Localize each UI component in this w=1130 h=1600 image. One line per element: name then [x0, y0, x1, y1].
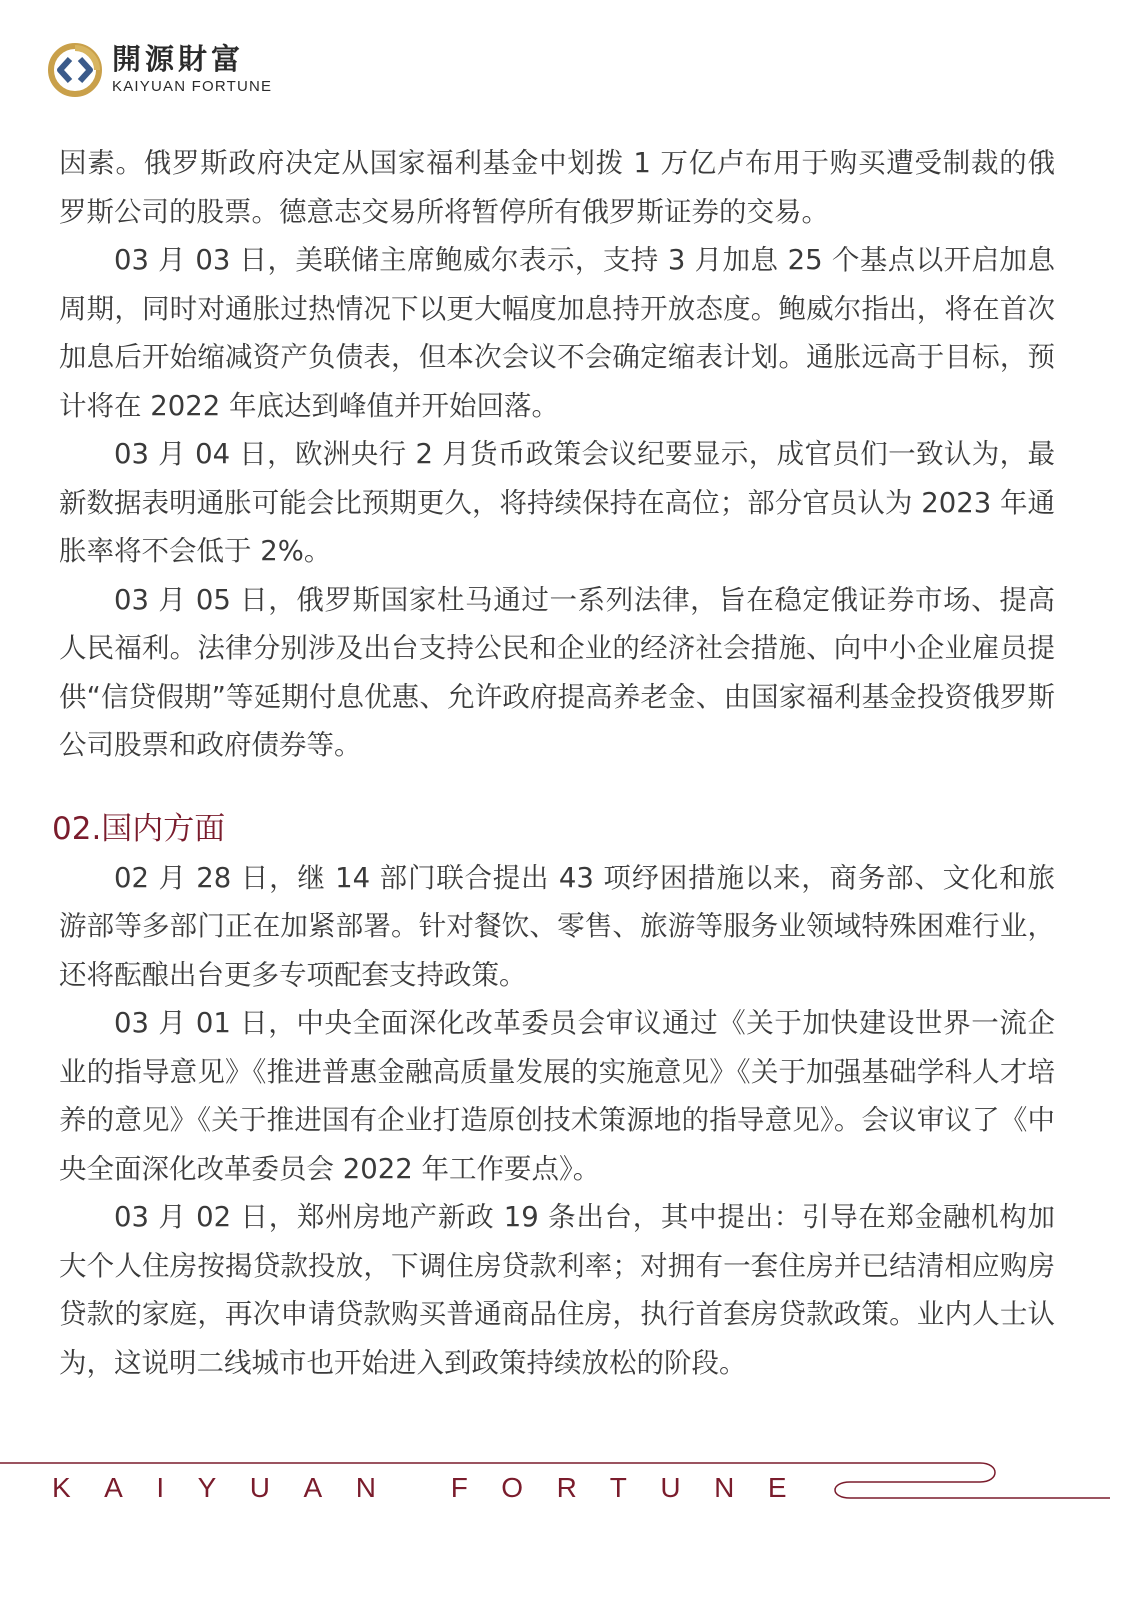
page-header	[48, 40, 272, 100]
footer-brand-text: KAIYUAN FORTUNE	[52, 1472, 821, 1503]
paragraph-continuation: 因素。俄罗斯政府决定从国家福利基金中划拨 1 万亿卢布用于购买遭受制裁的俄罗斯公司的股票。德意志交易所将暂停所有俄罗斯证券的交易。	[59, 147, 1055, 228]
section-title-domestic: 02.国内方面	[52, 810, 226, 847]
paragraph-reform-committee-news: 03 月 01 日，中央全面深化改革委员会审议通过《关于加快建设世界一流企业的指导意见》《推进普惠金融高质量发展的实施意见》《关于加强基础学科人才培养的意见》《关于推进国有企业打造原创技术策源地的指导意见》。会议审议了《中央全面深化改革委员会 2022 年工作要点》。	[59, 1007, 1055, 1185]
logo-text	[112, 43, 272, 97]
paragraph-fed-news: 03 月 03 日，美联储主席鲍威尔表示，支持 3 月加息 25 个基点以开启加息周期，同时对通胀过热情况下以更大幅度加息持开放态度。鲍威尔指出，将在首次加息后开始缩减资产负债表，但本次会议不会确定缩表计划。通胀远高于目标，预计将在 2022 年底达到峰值并开始回落。	[59, 244, 1055, 422]
logo-chinese-name: 開源財富	[112, 42, 245, 76]
article-body	[52, 139, 1055, 1387]
page-footer	[0, 1462, 1130, 1522]
kaiyuan-logo-icon	[48, 43, 102, 97]
paragraph-zhengzhou-property-news: 03 月 02 日，郑州房地产新政 19 条出台，其中提出：引导在郑金融机构加大个人住房按揭贷款投放，下调住房贷款利率；对拥有一套住房并已结清相应购房贷款的家庭，再次申请贷款购买普通商品住房，执行首套房贷款政策。业内人士认为，这说明二线城市也开始进入到政策持续放松的阶段。	[59, 1201, 1055, 1379]
paragraph-ecb-news: 03 月 04 日，欧洲央行 2 月货币政策会议纪要显示，成官员们一致认为，最新数据表明通胀可能会比预期更久，将持续保持在高位；部分官员认为 2023 年通胀率将不会低于 2%。	[59, 438, 1055, 567]
paragraph-russia-duma-news: 03 月 05 日，俄罗斯国家杜马通过一系列法律，旨在稳定俄证券市场、提高人民福利。法律分别涉及出台支持公民和企业的经济社会措施、向中小企业雇员提供“信贷假期”等延期付息优惠、允许政府提高养老金、由国家福利基金投资俄罗斯公司股票和政府债券等。	[59, 583, 1055, 761]
logo-english-name: KAIYUAN FORTUNE	[112, 78, 273, 95]
paragraph-commerce-news: 02 月 28 日，继 14 部门联合提出 43 项纾困措施以来，商务部、文化和旅游部等多部门正在加紧部署。针对餐饮、零售、旅游等服务业领域特殊困难行业，还将酝酿出台更多专项配套支持政策。	[59, 861, 1055, 991]
